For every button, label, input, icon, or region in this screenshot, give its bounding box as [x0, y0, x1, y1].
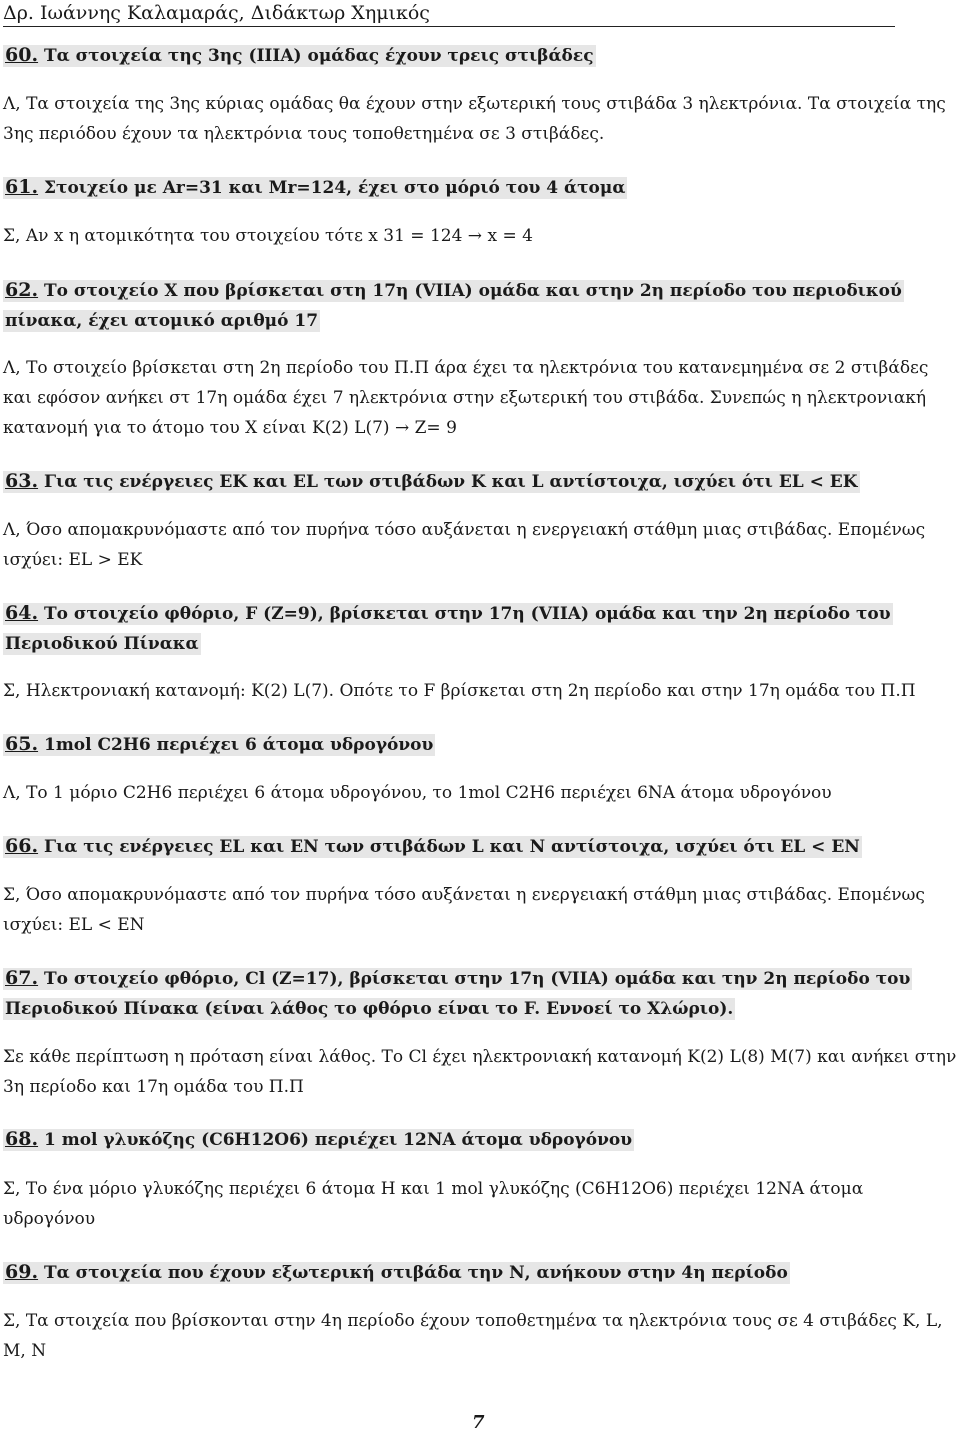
question-67: [3, 963, 957, 1024]
answer-63: Λ, Όσο απομακρυνόμαστε από τον πυρήνα τόσο αυξάνεται η ενεργειακή στάθμη μιας στιβάδας. Επομένως ισχύει: EL > EK: [3, 520, 926, 570]
answer-60: Λ, Τα στοιχεία της 3ης κύριας ομάδας θα έχουν στην εξωτερική τους στιβάδα 3 ηλεκτρόνια. Τα στοιχεία της 3ης περιόδου έχουν τα ηλεκτρόνια τους τοποθετημένα σε 3 στιβάδες.: [3, 94, 946, 144]
question-text: Το στοιχείο φθόριο, Cl (Z=17), βρίσκεται στην 17η (VIIA) ομάδα και την 2η περίοδο του Περιοδικού Πίνακα (είναι λάθος το φθόριο είναι το F. Εννοεί το Χλώριο).: [5, 969, 911, 1019]
question-number: 63.: [5, 470, 39, 492]
answer-61: Σ, Αν x η ατομικότητα του στοιχείου τότε x 31 = 124 → x = 4: [3, 226, 533, 246]
answer-69: Σ, Τα στοιχεία που βρίσκονται στην 4η περίοδο έχουν τοποθετημένα τα ηλεκτρόνια τους σε 4 στιβάδες Κ, L, M, N: [3, 1311, 943, 1361]
question-number: 67.: [5, 967, 39, 989]
answer-64: Σ, Ηλεκτρονιακή κατανομή: K(2) L(7). Οπότε το F βρίσκεται στη 2η περίοδο και στην 17η ομάδα του Π.Π: [3, 681, 916, 701]
document-header: Δρ. Ιωάννης Καλαμαράς, Διδάκτωρ Χημικός: [3, 1, 895, 27]
question-text: 1mol C2H6 περιέχει 6 άτομα υδρογόνου: [43, 735, 434, 755]
question-text: Για τις ενέργειες EL και EN των στιβάδων L και N αντίστοιχα, ισχύει ότι EL < EN: [43, 837, 860, 857]
question-66: [3, 831, 957, 862]
question-number: 66.: [5, 835, 39, 857]
answer-66: Σ, Όσο απομακρυνόμαστε από τον πυρήνα τόσο αυξάνεται η ενεργειακή στάθμη μιας στιβάδας. Επομένως ισχύει: EL < EN: [3, 885, 925, 935]
question-68: [3, 1124, 957, 1155]
question-number: 69.: [5, 1261, 39, 1283]
question-65: [3, 729, 957, 760]
question-63: [3, 466, 957, 497]
question-62: [3, 275, 957, 336]
question-60: [3, 40, 957, 71]
question-text: 1 mol γλυκόζης (C6H12O6) περιέχει 12NA άτομα υδρογόνου: [43, 1130, 633, 1150]
question-number: 64.: [5, 602, 39, 624]
answer-62: Λ, Το στοιχείο βρίσκεται στη 2η περίοδο του Π.Π άρα έχει τα ηλεκτρόνια του κατανεμημένα σε 2 στιβάδες και εφόσον ανήκει στ 17η ομάδα έχει 7 ηλεκτρόνια στην εξωτερική του στιβάδα. Συνεπώς η ηλεκτρονιακή κατανομή για το άτομο του Χ είναι K(2) L(7) → Z= 9: [3, 358, 929, 438]
question-number: 61.: [5, 176, 39, 198]
answer-67: Σε κάθε περίπτωση η πρόταση είναι λάθος. Το Cl έχει ηλεκτρονιακή κατανομή K(2) L(8) M(7) και ανήκει στην 3η περίοδο και 17η ομάδα του Π.Π: [3, 1047, 957, 1097]
question-text: Το στοιχείο φθόριο, F (Z=9), βρίσκεται στην 17η (VIIA) ομάδα και την 2η περίοδο του Περιοδικού Πίνακα: [5, 604, 891, 654]
question-text: Το στοιχείο Χ που βρίσκεται στη 17η (VIIA) ομάδα και στην 2η περίοδο του περιοδικού πίνακα, έχει ατομικό αριθμό 17: [5, 281, 902, 331]
question-number: 68.: [5, 1128, 39, 1150]
page-number: 7: [472, 1412, 485, 1433]
answer-68: Σ, Το ένα μόριο γλυκόζης περιέχει 6 άτομα Η και 1 mol γλυκόζης (C6H12O6) περιέχει 12NA άτομα υδρογόνου: [3, 1179, 864, 1229]
answer-65: Λ, Το 1 μόριο C2H6 περιέχει 6 άτομα υδρογόνου, το 1mol C2H6 περιέχει 6NA άτομα υδρογόνου: [3, 783, 832, 803]
question-69: [3, 1257, 957, 1288]
question-text: Στοιχείο με Ar=31 και Mr=124, έχει στο μόριό του 4 άτομα: [43, 178, 626, 198]
question-number: 60.: [5, 44, 39, 66]
question-text: Τα στοιχεία που έχουν εξωτερική στιβάδα την Ν, ανήκουν στην 4η περίοδο: [43, 1263, 788, 1283]
question-61: [3, 172, 957, 203]
question-text: Για τις ενέργειες EK και EL των στιβάδων K και L αντίστοιχα, ισχύει ότι EL < EK: [43, 472, 858, 492]
question-number: 65.: [5, 733, 39, 755]
question-text: Τα στοιχεία της 3ης (ΙΙΙΑ) ομάδας έχουν τρεις στιβάδες: [43, 46, 594, 66]
question-64: [3, 598, 957, 659]
question-number: 62.: [5, 279, 39, 301]
